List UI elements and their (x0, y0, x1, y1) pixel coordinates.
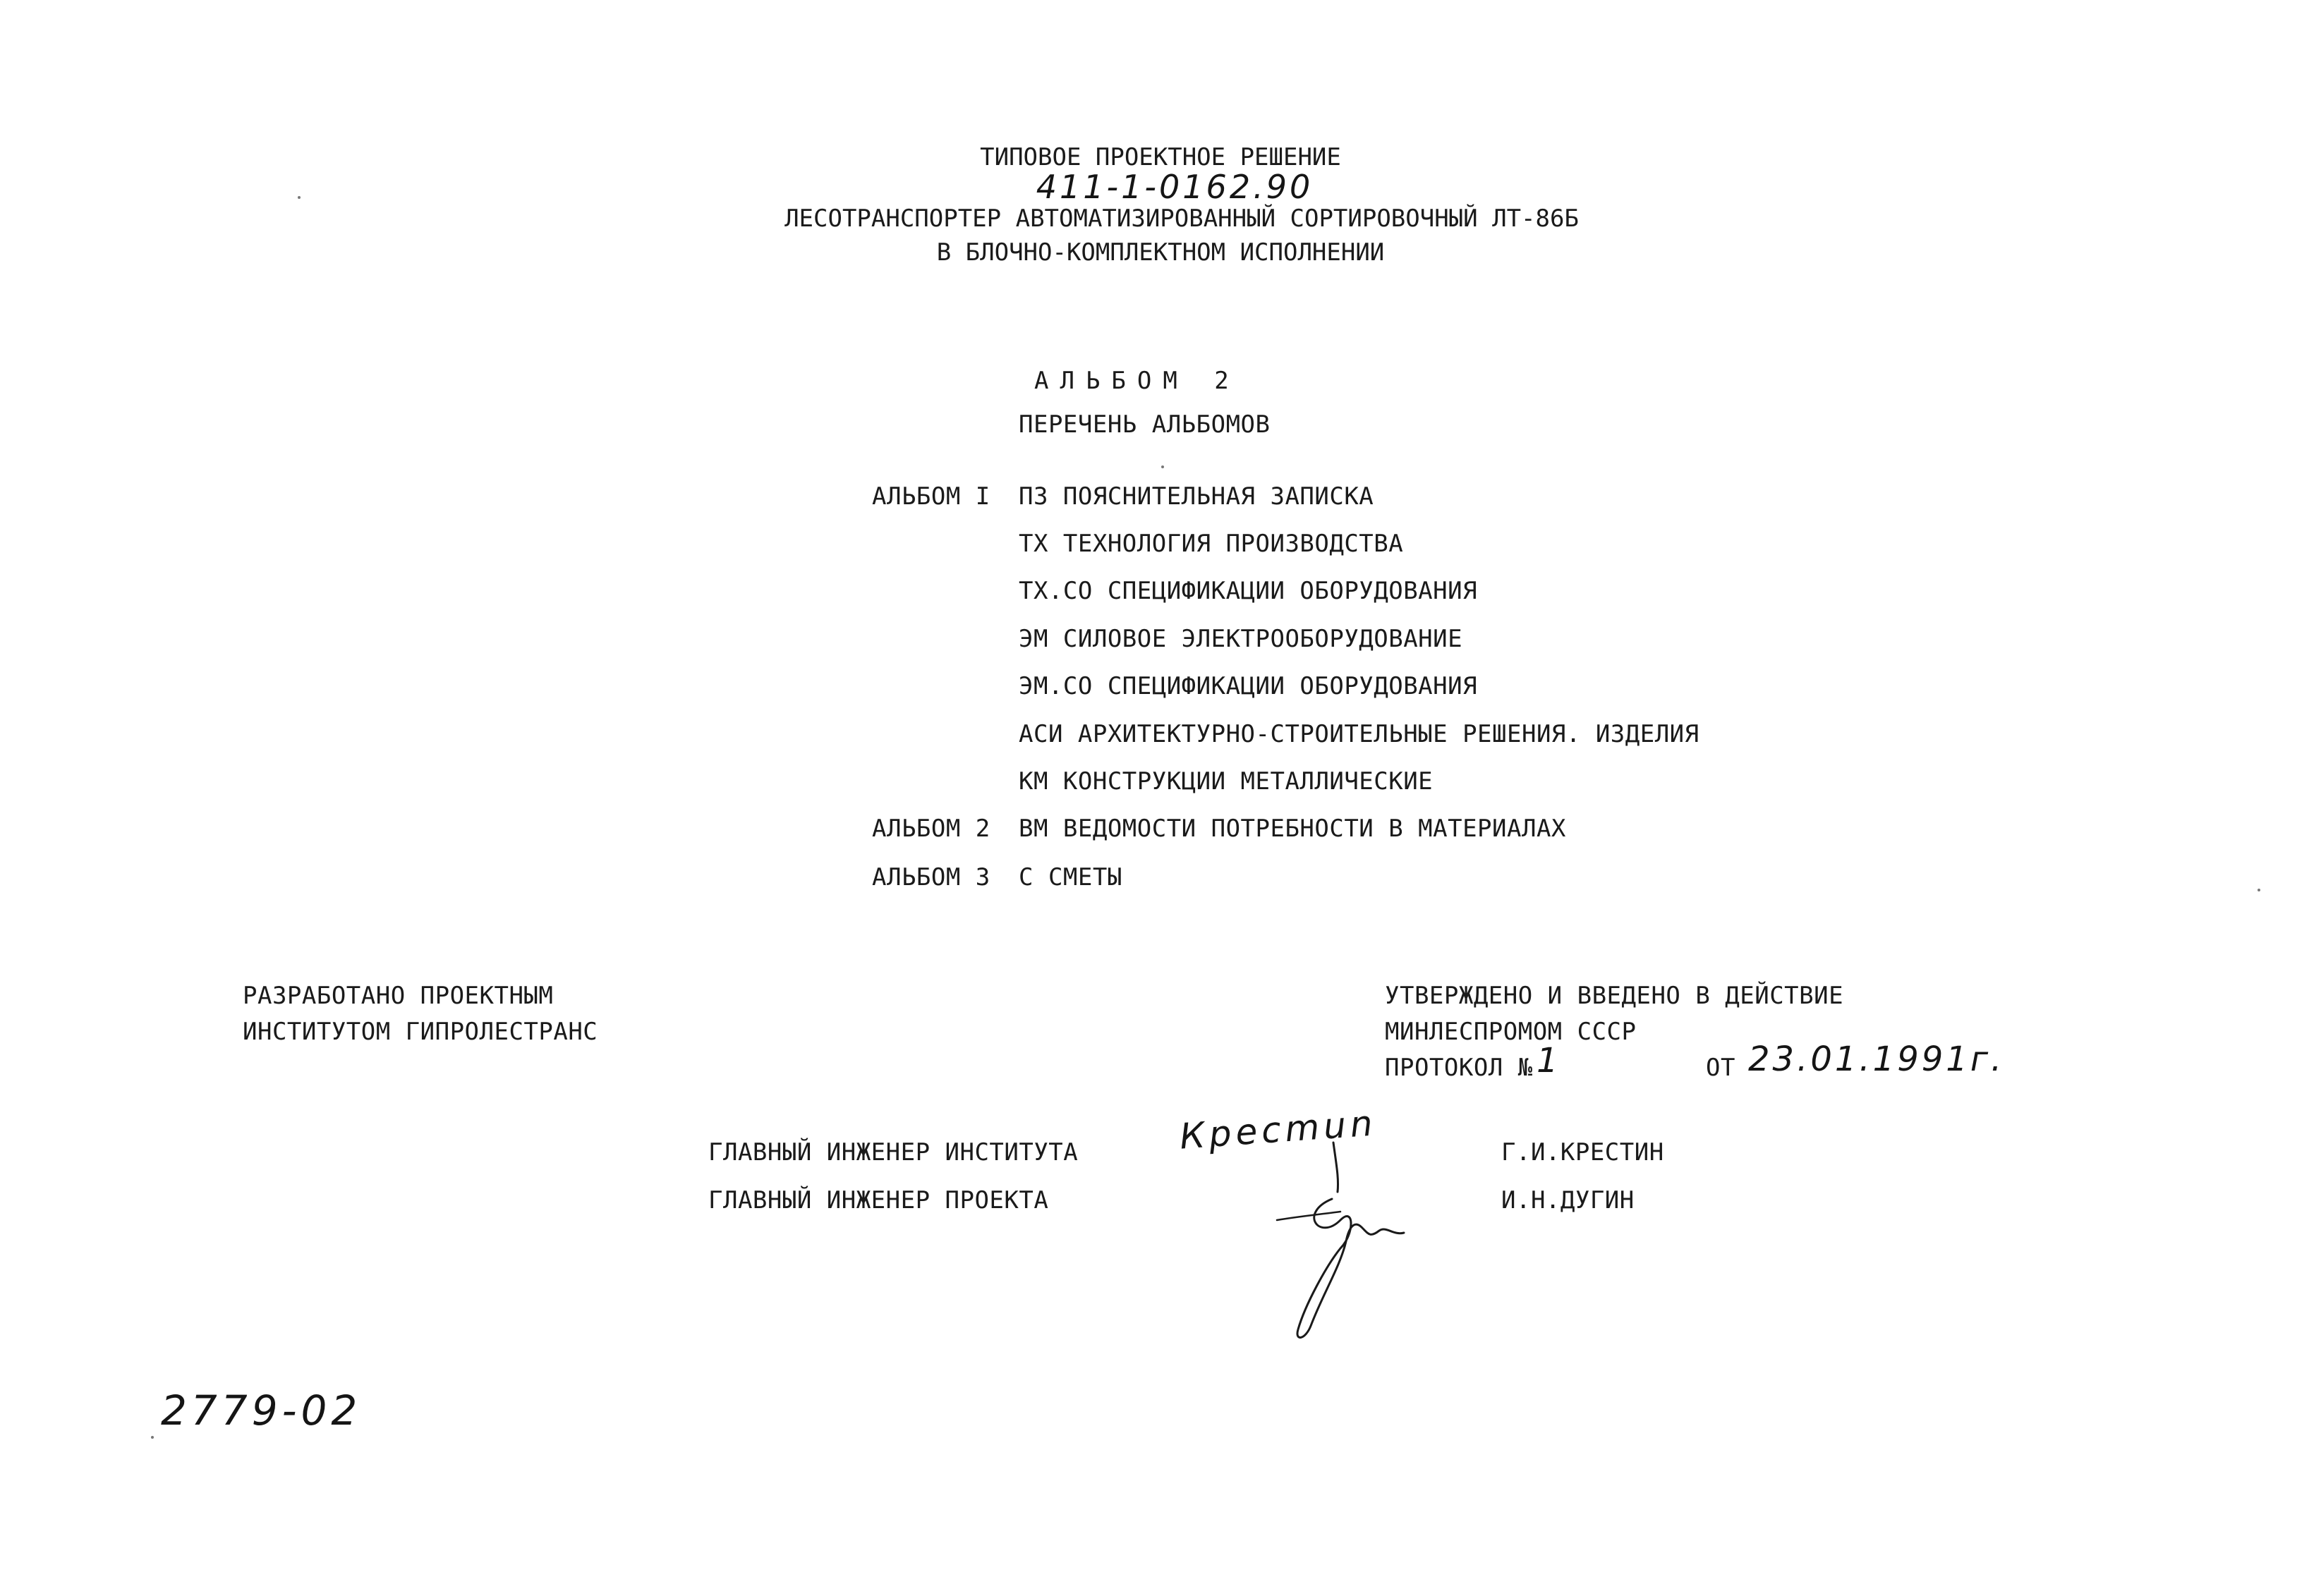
approved-line-1: УТВЕРЖДЕНО И ВВЕДЕНО В ДЕЙСТВИЕ (1385, 982, 1844, 1010)
scan-speck (298, 196, 301, 199)
list-item: ВМ ВЕДОМОСТИ ПОТРЕБНОСТИ В МАТЕРИАЛАХ (1019, 815, 1566, 843)
approval-date: 23.01.1991г. (1748, 1040, 2005, 1079)
inventory-number: 2779-02 (161, 1387, 362, 1434)
protocol-label: ПРОТОКОЛ № (1385, 1054, 1533, 1082)
scan-speck (1161, 465, 1164, 468)
protocol-number: 1 (1537, 1041, 1561, 1080)
album-title: АЛЬБОМ 2 (1034, 367, 1240, 395)
list-item: ТХ.СО СПЕЦИФИКАЦИИ ОБОРУДОВАНИЯ (1019, 577, 1478, 605)
list-item: КМ КОНСТРУКЦИИ МЕТАЛЛИЧЕСКИЕ (1019, 767, 1434, 796)
header-line-3: ЛЕСОТРАНСПОРТЕР АВТОМАТИЗИРОВАННЫЙ СОРТИРОВОЧНЫЙ ЛТ-86Б (784, 205, 1579, 233)
approved-line-2: МИНЛЕСПРОМОМ СССР (1385, 1018, 1637, 1046)
list-title: ПЕРЕЧЕНЬ АЛЬБОМОВ (1019, 410, 1271, 439)
header-line-1: ТИПОВОЕ ПРОЕКТНОЕ РЕШЕНИЕ (980, 143, 1341, 171)
signature-name: И.Н.ДУГИН (1501, 1186, 1635, 1214)
list-item: ПЗ ПОЯСНИТЕЛЬНАЯ ЗАПИСКА (1019, 482, 1374, 511)
scan-speck (151, 1436, 154, 1439)
header-line-4: В БЛОЧНО-КОМПЛЕКТНОМ ИСПОЛНЕНИИ (936, 238, 1385, 267)
date-label: ОТ (1706, 1054, 1735, 1082)
album-label: АЛЬБОМ I (872, 482, 990, 511)
developed-line-2: ИНСТИТУТОМ ГИПРОЛЕСТРАНС (243, 1018, 598, 1046)
list-item: ЭМ.СО СПЕЦИФИКАЦИИ ОБОРУДОВАНИЯ (1019, 672, 1478, 700)
list-item: ЭМ СИЛОВОЕ ЭЛЕКТРООБОРУДОВАНИЕ (1019, 625, 1463, 653)
album-label: АЛЬБОМ 3 (872, 863, 990, 891)
signature-role: ГЛАВНЫЙ ИНЖЕНЕР ИНСТИТУТА (708, 1138, 1079, 1166)
signature-scribble-icon (1256, 1114, 1439, 1347)
developed-line-1: РАЗРАБОТАНО ПРОЕКТНЫМ (243, 982, 554, 1010)
scan-speck (2258, 889, 2260, 891)
list-item: ТХ ТЕХНОЛОГИЯ ПРОИЗВОДСТВА (1019, 530, 1404, 558)
list-item: С СМЕТЫ (1019, 863, 1122, 891)
album-label: АЛЬБОМ 2 (872, 815, 990, 843)
signature-role: ГЛАВНЫЙ ИНЖЕНЕР ПРОЕКТА (708, 1186, 1049, 1214)
list-item: АСИ АРХИТЕКТУРНО-СТРОИТЕЛЬНЫЕ РЕШЕНИЯ. ИЗДЕЛИЯ (1019, 720, 1699, 748)
project-code: 411-1-0162.90 (1036, 168, 1314, 206)
handwritten-signature-krestin: Кресmun (1178, 1102, 1378, 1157)
signature-name: Г.И.КРЕСТИН (1501, 1138, 1664, 1166)
